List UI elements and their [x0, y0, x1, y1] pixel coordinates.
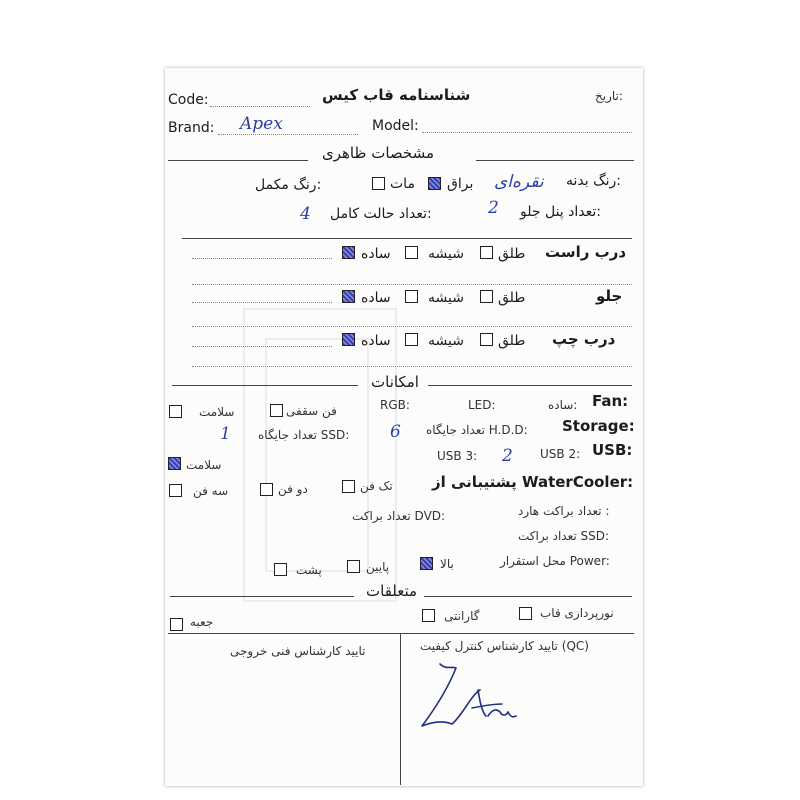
power-back-label: پشت — [296, 563, 322, 577]
usb-healthy-label: سلامت — [186, 458, 222, 472]
front-glass: شیشه — [428, 290, 464, 306]
brand-field — [218, 134, 358, 135]
qc-signature — [412, 660, 522, 732]
fan-healthy-checkbox[interactable] — [169, 405, 182, 418]
right-door-mesh-checkbox[interactable] — [480, 246, 493, 259]
dotted-line — [192, 346, 332, 347]
brand-label: Brand: — [168, 120, 215, 136]
full-state-count-label: تعداد حالت کامل: — [330, 206, 432, 222]
dotted-line — [192, 284, 632, 285]
left-door-glass: شیشه — [428, 333, 464, 349]
box-checkbox[interactable] — [170, 618, 183, 631]
code-field[interactable] — [210, 106, 310, 107]
dotted-line — [192, 258, 332, 259]
box-label: جعبه — [190, 615, 214, 629]
right-door-mesh: طلق — [498, 246, 526, 262]
fan-led-label: LED: — [468, 398, 496, 412]
front-plain: ساده — [361, 290, 391, 306]
usb-healthy-checkbox[interactable] — [168, 457, 181, 470]
usb2-value[interactable]: 2 — [502, 446, 513, 466]
storage-label: Storage: — [562, 417, 635, 435]
power-back-checkbox[interactable] — [274, 563, 287, 576]
hdd-bays-value[interactable]: 6 — [390, 422, 401, 442]
power-top-checkbox[interactable] — [420, 557, 433, 570]
dotted-line — [192, 366, 632, 367]
front-label: جلو — [596, 287, 623, 305]
ssd-bays-value[interactable]: 1 — [220, 424, 231, 444]
front-glass-checkbox[interactable] — [405, 290, 418, 303]
section-divider — [476, 160, 634, 161]
left-door-glass-checkbox[interactable] — [405, 333, 418, 346]
front-panel-count-label: تعداد پنل جلو: — [520, 204, 601, 220]
power-top-label: بالا — [440, 557, 454, 571]
model-field[interactable] — [422, 132, 632, 133]
power-bottom-checkbox[interactable] — [347, 560, 360, 573]
section-divider — [168, 160, 308, 161]
fan-label: Fan: — [592, 392, 629, 410]
fan-roof-checkbox[interactable] — [270, 404, 283, 417]
features-section-title: امکانات — [371, 373, 419, 391]
matte-checkbox[interactable] — [372, 177, 385, 190]
power-bottom-label: پایین — [366, 560, 390, 574]
brand-value[interactable]: Apex — [240, 114, 283, 134]
front-panel-count-value[interactable]: 2 — [488, 198, 499, 218]
approval-divider — [168, 633, 634, 634]
section-divider — [428, 385, 632, 386]
qc-approval-label: تایید کارشناس کنترل کیفیت (QC) — [420, 639, 589, 653]
lighting-label: نورپردازی قاب — [540, 606, 614, 620]
watercooler-label: پشتیبانی از WaterCooler: — [432, 473, 634, 491]
section-divider — [182, 238, 632, 239]
lighting-checkbox[interactable] — [519, 607, 532, 620]
left-door-plain: ساده — [361, 333, 391, 349]
fan-healthy-label: سلامت — [199, 405, 235, 419]
wc-single-checkbox[interactable] — [342, 480, 355, 493]
wc-triple-checkbox[interactable] — [169, 484, 182, 497]
front-plain-checkbox[interactable] — [342, 290, 355, 303]
section-divider — [172, 385, 358, 386]
wc-single-label: تک فن — [360, 479, 393, 493]
watermark-graphic-inner — [265, 338, 369, 572]
tech-approval-label: تایید کارشناس فنی خروجی — [230, 644, 366, 658]
body-color-label: رنگ بدنه: — [566, 173, 622, 189]
accent-color-label: رنگ مکمل: — [255, 177, 322, 193]
fan-plain-label: ساده: — [548, 398, 578, 412]
date-label: تاریخ: — [595, 89, 623, 103]
wc-double-checkbox[interactable] — [260, 483, 273, 496]
form-title: شناسنامه قاب کیس — [322, 86, 471, 104]
power-location-label: محل استقرار Power: — [500, 554, 610, 568]
wc-double-label: دو فن — [278, 482, 308, 496]
usb3-label: USB 3: — [437, 449, 478, 463]
code-label: Code: — [168, 92, 209, 108]
fan-roof-label: فن سقفی — [286, 404, 337, 418]
left-door-mesh: طلق — [498, 333, 526, 349]
section-divider — [424, 596, 632, 597]
warranty-label: گارانتی — [444, 609, 480, 623]
dotted-line — [192, 302, 332, 303]
usb2-label: USB 2: — [540, 447, 581, 461]
accessories-section-title: متعلقات — [366, 582, 418, 600]
right-door-plain: ساده — [361, 246, 391, 262]
right-door-glass-checkbox[interactable] — [405, 246, 418, 259]
glossy-label: براق — [447, 176, 474, 192]
left-door-mesh-checkbox[interactable] — [480, 333, 493, 346]
ssd-bracket-label: تعداد براکت SSD: — [518, 529, 610, 543]
dotted-line — [192, 326, 632, 327]
left-door-label: درب چپ — [552, 330, 616, 348]
right-door-plain-checkbox[interactable] — [342, 246, 355, 259]
dvd-bracket-label: تعداد براکت DVD: — [352, 509, 446, 523]
appearance-section-title: مشخصات ظاهری — [322, 144, 435, 162]
front-mesh: طلق — [498, 290, 526, 306]
matte-label: مات — [390, 176, 415, 192]
usb-label: USB: — [592, 441, 633, 459]
right-door-label: درب راست — [545, 243, 627, 261]
hdd-bays-label: تعداد جایگاه H.D.D: — [426, 423, 528, 437]
fan-rgb-label: RGB: — [380, 398, 410, 412]
front-mesh-checkbox[interactable] — [480, 290, 493, 303]
hdd-bracket-label: تعداد براکت هارد : — [518, 504, 610, 518]
approval-column-divider — [400, 633, 401, 785]
warranty-checkbox[interactable] — [422, 609, 435, 622]
body-color-value[interactable]: نقره‌ای — [494, 172, 544, 192]
ssd-bays-label: تعداد جایگاه SSD: — [258, 428, 350, 442]
wc-triple-label: سه فن — [193, 484, 229, 498]
left-door-plain-checkbox[interactable] — [342, 333, 355, 346]
section-divider — [170, 596, 354, 597]
right-door-glass: شیشه — [428, 246, 464, 262]
model-label: Model: — [372, 118, 419, 134]
glossy-checkbox[interactable] — [428, 177, 441, 190]
full-state-count-value[interactable]: 4 — [300, 204, 311, 224]
